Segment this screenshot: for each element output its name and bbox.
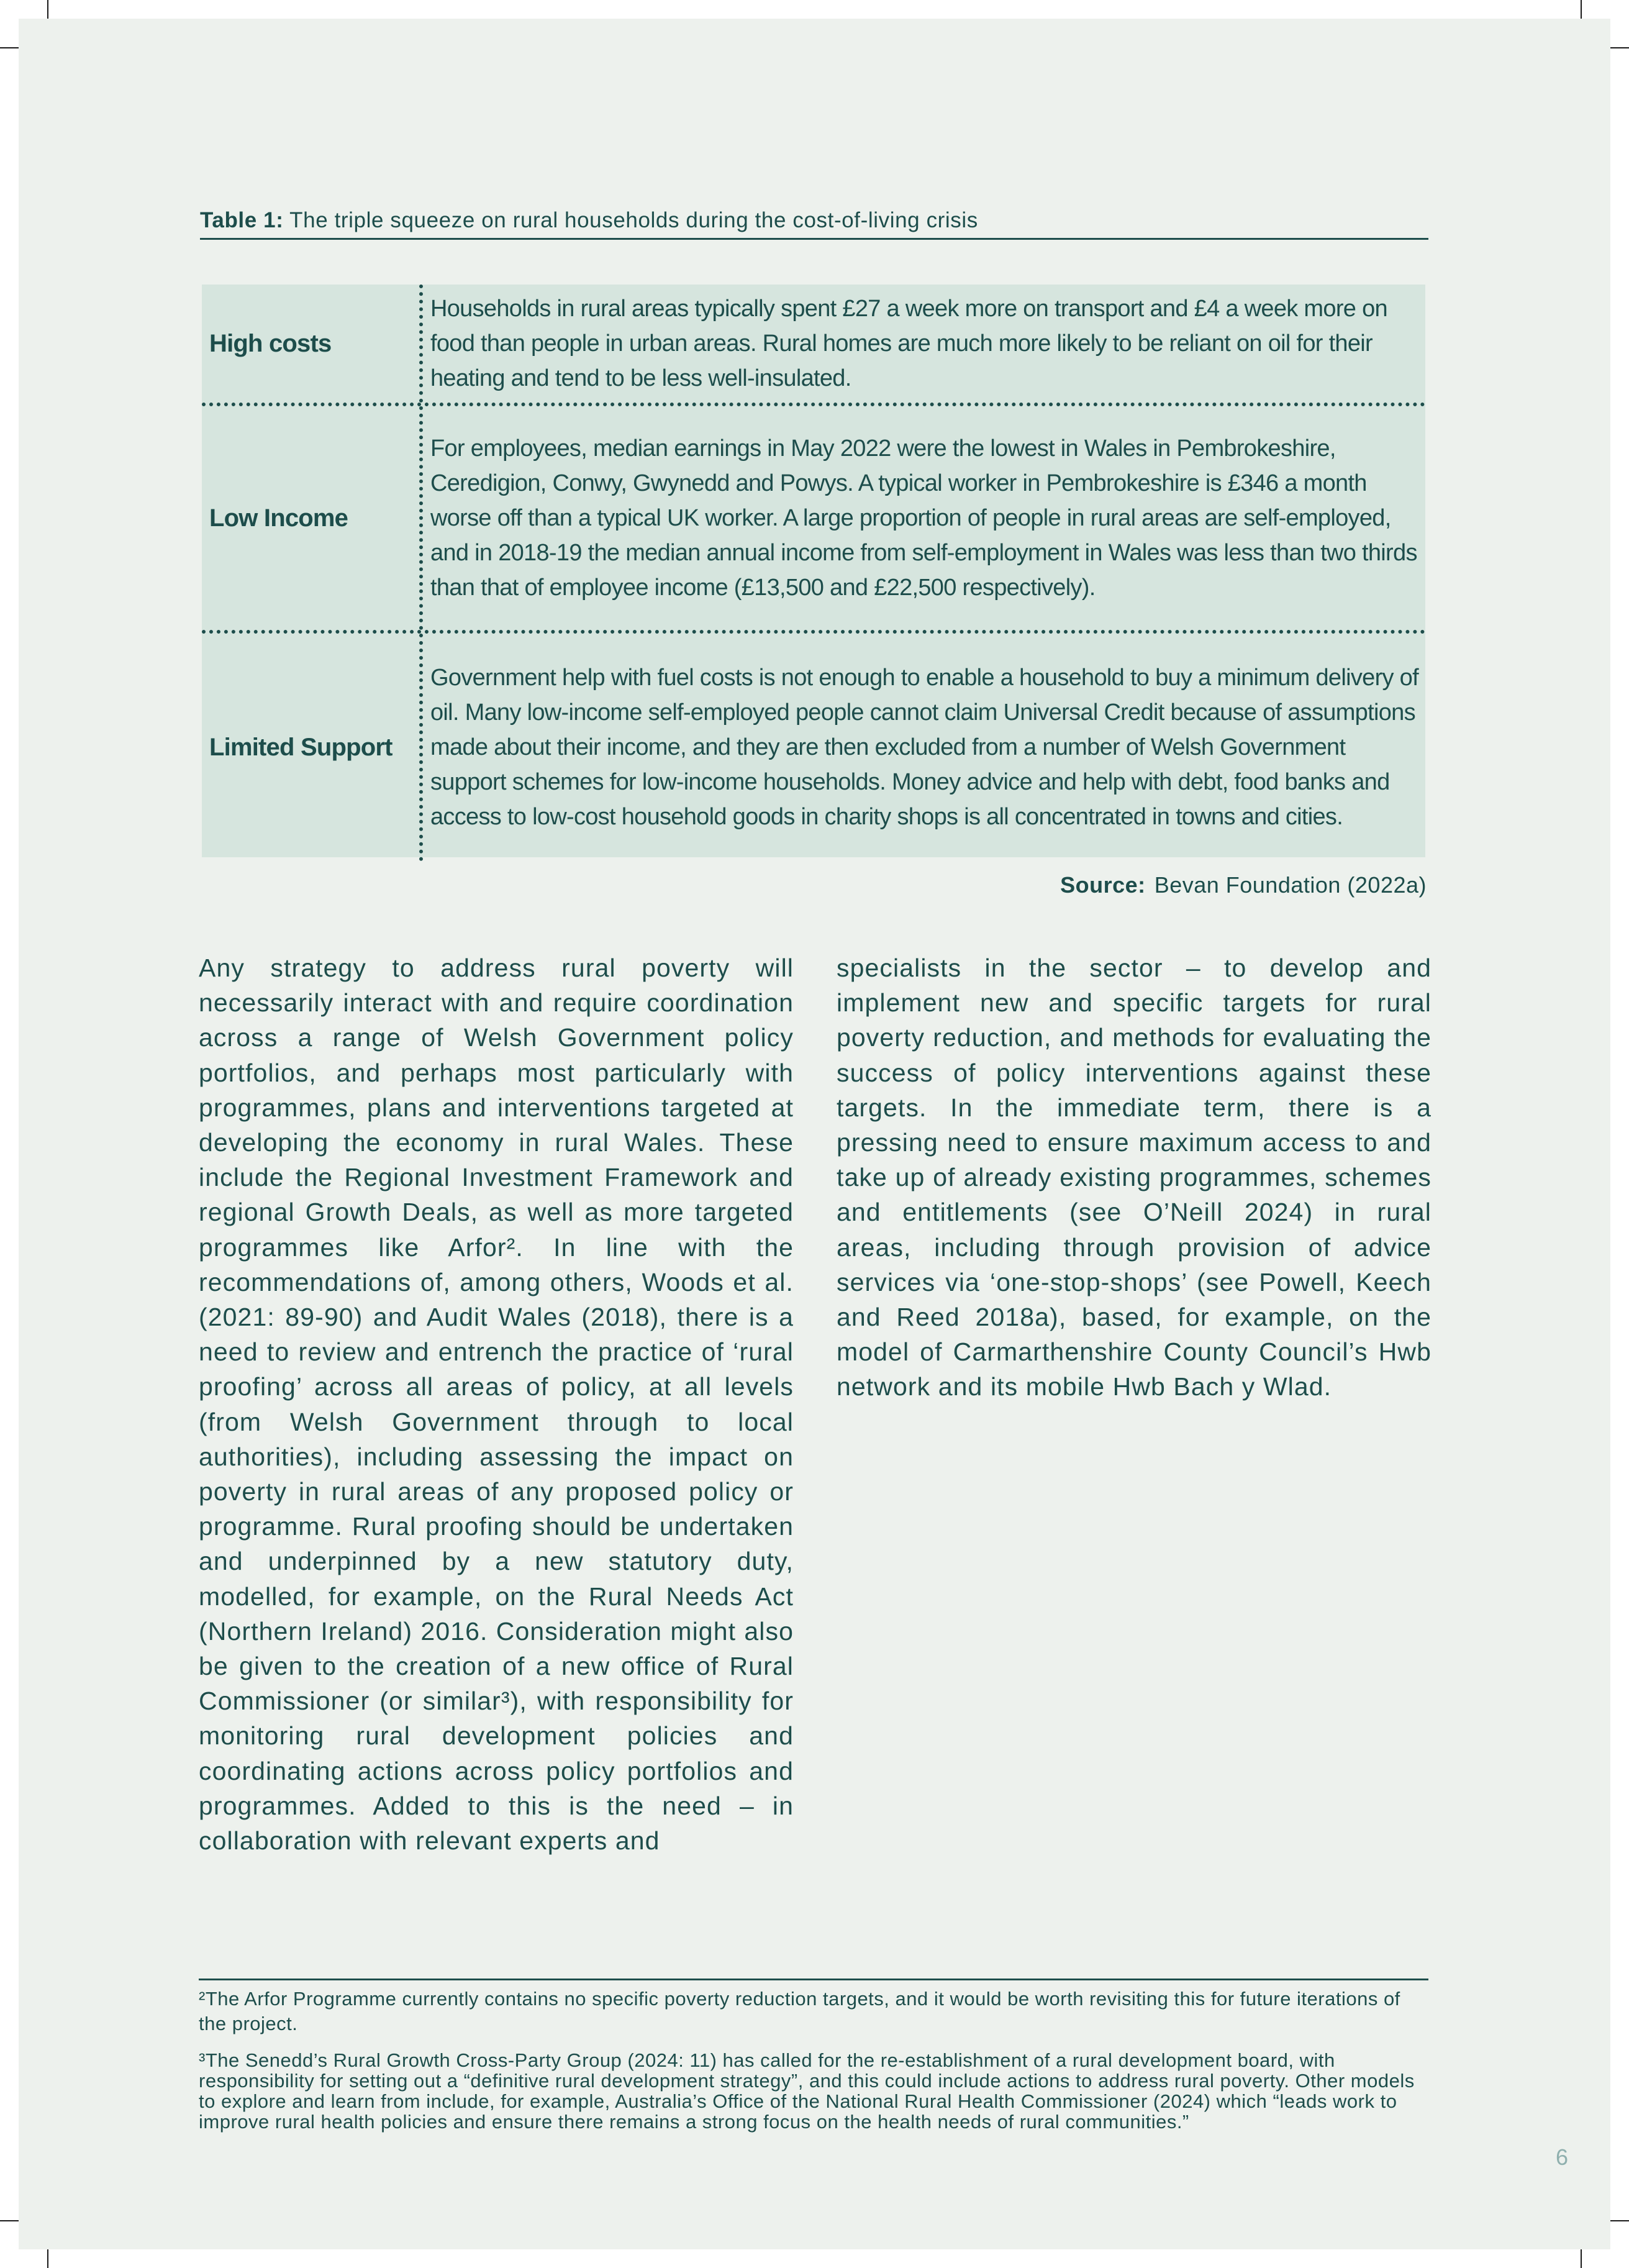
footnote-divider	[199, 1979, 1428, 1980]
crop-mark-top-right	[1581, 0, 1582, 19]
table-row-limited-support	[202, 630, 1425, 861]
row-heading: Limited Support	[209, 733, 393, 761]
row-text: Government help with fuel costs is not enough to enable a household to buy a minimum delivery of oil. Many low-income self-employed people cannot claim Universal Credit because of assumptions made about their income, and they are then excluded from a number of Welsh Government support schemes for low-income households. Money advice and help with debt, food banks and access to low-cost household goods in charity shops is all concentrated in towns and cities.	[419, 634, 1425, 861]
table-caption	[200, 206, 1428, 240]
table-caption-label: Table 1:	[200, 208, 284, 232]
table-row-low-income	[202, 403, 1425, 630]
row-heading: Low Income	[209, 504, 348, 532]
footnote-2: ²The Arfor Programme currently contains no specific poverty reduction targets, and it would be worth revisiting this for future iterations of the project.	[199, 1988, 1400, 2034]
crop-mark-right-top	[1610, 47, 1629, 48]
table-row-high-costs	[202, 285, 1425, 403]
table-source	[745, 872, 1427, 898]
footnote-3: ³The Senedd’s Rural Growth Cross-Party Group (2024: 11) has called for the re-establishment of a rural development board, with responsibility for setting out a “definitive rural development strategy”, and this could include actions to address rural poverty. Other models to explore and learn from include, for example, Australia’s Office of the National Rural Health Commissioner (2024) which “leads work to improve rural health policies and ensure there remains a strong focus on the health needs of rural communities.”	[199, 2049, 1415, 2133]
row-heading: High costs	[209, 329, 332, 357]
source-text: Bevan Foundation (2022a)	[1154, 872, 1427, 898]
crop-mark-right-bottom	[1610, 2220, 1629, 2221]
crop-mark-left-top	[0, 47, 19, 48]
crop-mark-bottom-right	[1581, 2249, 1582, 2268]
row-text: For employees, median earnings in May 2022 were the lowest in Wales in Pembrokeshire, Ceredigion, Conwy, Gwynedd and Powys. A typical worker in Pembrokeshire is £346 a month worse off than a typical UK worker. A large proportion of people in rural areas are self-employed, and in 2018-19 the median annual income from self-employment in Wales was less than two thirds than that of employee income (£13,500 and £22,500 respectively).	[419, 406, 1425, 630]
body-column-right: specialists in the sector – to develop and implement new and specific targets for rural poverty reduction, and methods for evaluating the success of policy interventions against these targets. In the immediate term, there is a pressing need to ensure maximum access to and take up of already existing programmes, schemes and entitlements (see O’Neill 2024) in rural areas, including through provision of advice services via ‘one-stop-shops’ (see Powell, Keech and Reed 2018a), based, for example, on the model of Carmarthenshire County Council’s Hwb network and its mobile Hwb Bach y Wlad.	[837, 954, 1432, 1401]
table-caption-text: The triple squeeze on rural households during the cost-of-living crisis	[289, 208, 978, 232]
triple-squeeze-table	[202, 285, 1425, 857]
body-column-left: Any strategy to address rural poverty will necessarily interact with and require coordination across a range of Welsh Government policy portfolios, and perhaps most particularly with programmes, plans and interventions targeted at developing the economy in rural Wales. These include the Regional Investment Framework and regional Growth Deals, as well as more targeted programmes like Arfor². In line with the recommendations of, among others, Woods et al. (2021: 89-90) and Audit Wales (2018), there is a need to review and entrench the practice of ‘rural proofing’ across all areas of policy, at all levels (from Welsh Government through to local authorities), including assessing the impact on poverty in rural areas of any proposed policy or programme. Rural proofing should be undertaken and underpinned by a new statutory duty, modelled, for example, on the Rural Needs Act (Northern Ireland) 2016. Consideration might also be given to the creation of a new office of Rural Commissioner (or similar³), with responsibility for monitoring rural development policies and coordinating actions across policy portfolios and programmes. Added to this is the need – in collaboration with relevant experts and	[199, 954, 794, 1856]
crop-mark-bottom-left	[47, 2249, 48, 2268]
page-number: 6	[1555, 2144, 1568, 2170]
crop-mark-left-bottom	[0, 2220, 19, 2221]
row-text: Households in rural areas typically spent £27 a week more on transport and £4 a week more on food than people in urban areas. Rural homes are much more likely to be reliant on oil for their heating and tend to be less well-insulated.	[419, 285, 1425, 403]
crop-mark-top-left	[47, 0, 48, 19]
source-label: Source:	[1060, 872, 1146, 898]
